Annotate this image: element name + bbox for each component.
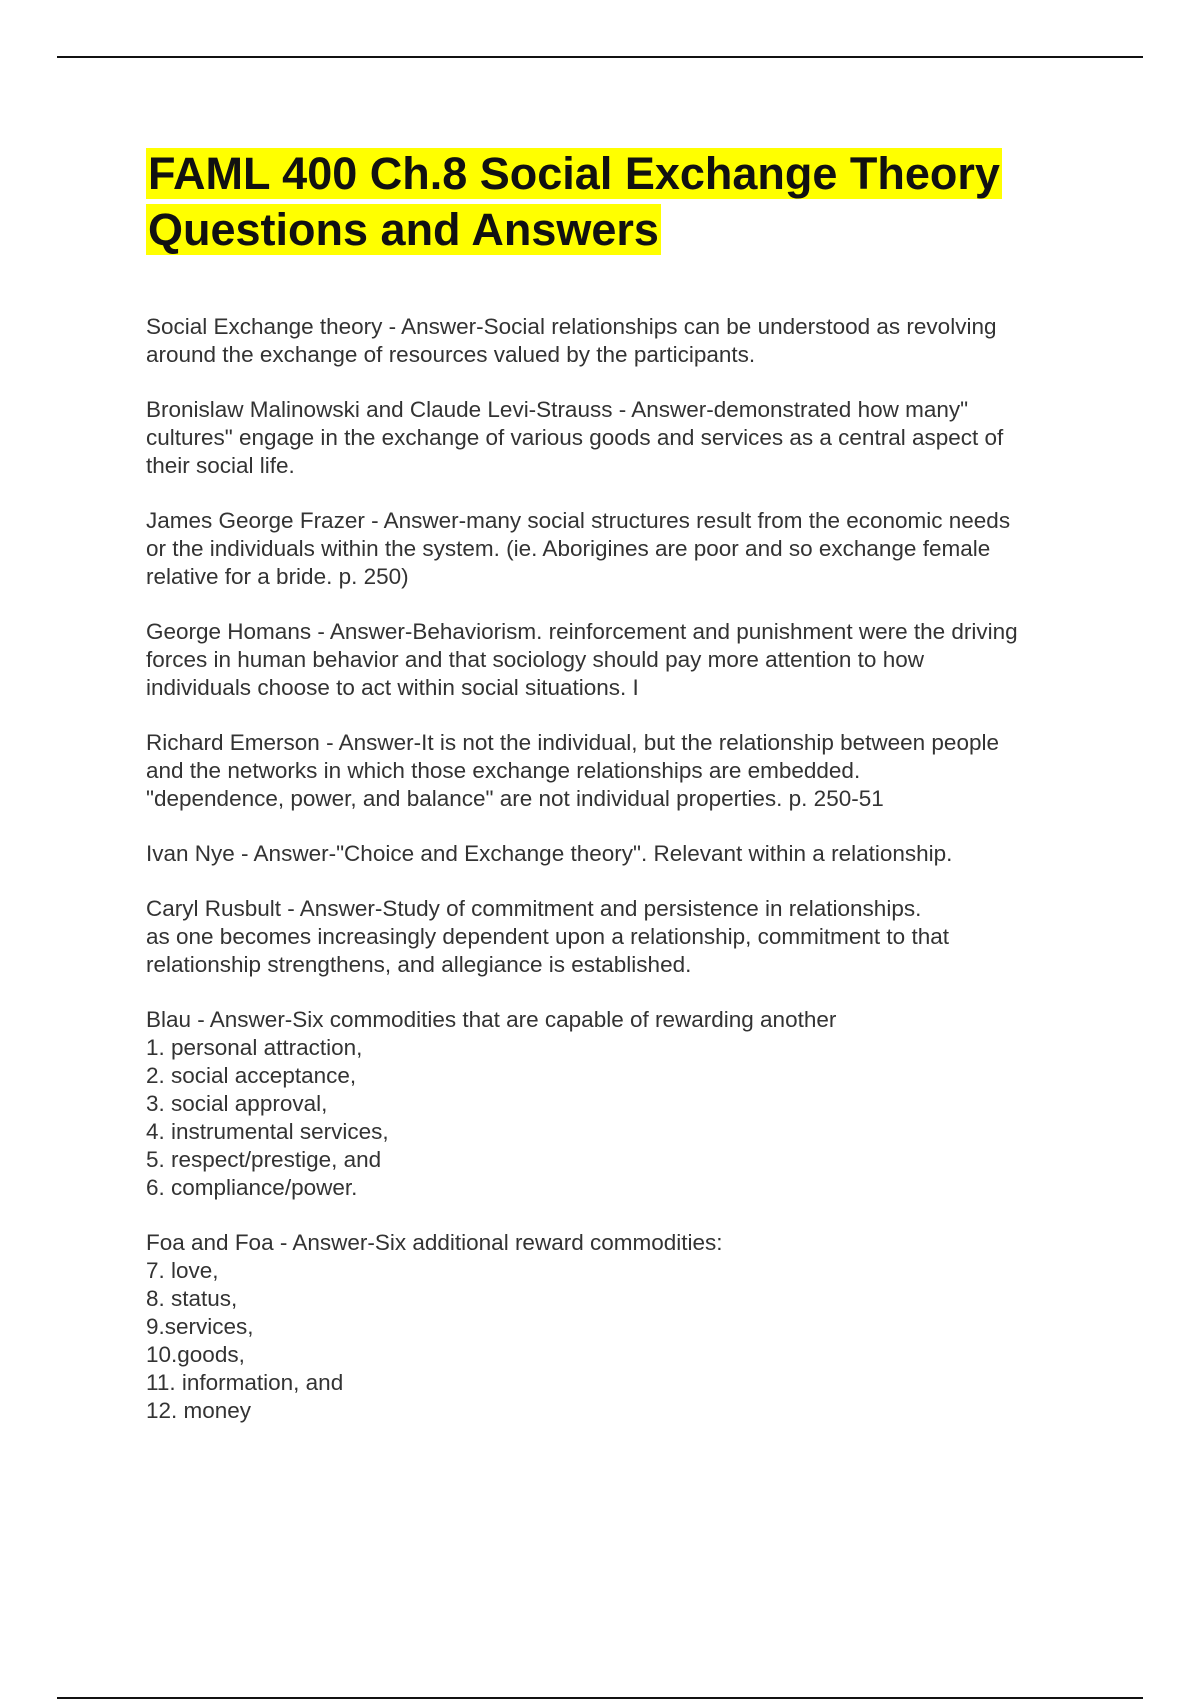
title-line-2: Questions and Answers	[148, 204, 659, 255]
list-item: 11. information, and	[146, 1370, 344, 1395]
qa-entry-nye	[146, 840, 1096, 868]
list-item: 2. social acceptance,	[146, 1063, 357, 1088]
qa-entry-rusbult	[146, 895, 1096, 979]
qa-text: Ivan Nye - Answer-"Choice and Exchange theory". Relevant within a relationship.	[146, 841, 953, 866]
document-body	[146, 146, 1096, 1452]
list-item: 7. love,	[146, 1258, 219, 1283]
list-item: 8. status,	[146, 1286, 238, 1311]
qa-entry-blau	[146, 1006, 1096, 1202]
qa-text: James George Frazer - Answer-many social structures result from the economic needs or the individuals within the system. (ie. Aborigines are poor and so exchange female relative for a bride. p. 250)	[146, 508, 1011, 589]
qa-entry-malinowski-levi-strauss	[146, 396, 1096, 480]
qa-text: Foa and Foa - Answer-Six additional reward commodities: 7. love, 8. status, 9.services, 10.goods, 11. information, and 12. money	[146, 1229, 1096, 1425]
list-item: 9.services,	[146, 1314, 254, 1339]
qa-text: George Homans - Answer-Behaviorism. reinforcement and punishment were the driving forces in human behavior and that sociology should pay more attention to how individuals choose to act within social situations. I	[146, 619, 1018, 700]
qa-entry-emerson	[146, 729, 1096, 813]
qa-entry-homans	[146, 618, 1096, 702]
list-item: 6. compliance/power.	[146, 1175, 358, 1200]
qa-text: Social Exchange theory - Answer-Social relationships can be understood as revolving around the exchange of resources valued by the participants.	[146, 314, 997, 367]
qa-text: Richard Emerson - Answer-It is not the individual, but the relationship between people and the networks in which those exchange relationships are embedded. "dependence, power, and balance" are not individual properties. p. 250-51	[146, 730, 999, 811]
qa-entry-frazer	[146, 507, 1096, 591]
list-item: 12. money	[146, 1398, 252, 1423]
footer-rule	[57, 1697, 1143, 1699]
list-item: 5. respect/prestige, and	[146, 1147, 382, 1172]
qa-entry-foa-and-foa	[146, 1229, 1096, 1425]
document-title	[146, 146, 1096, 258]
list-item: 3. social approval,	[146, 1091, 328, 1116]
qa-text: Blau - Answer-Six commodities that are capable of rewarding another 1. personal attraction, 2. social acceptance, 3. social approval, 4. instrumental services, 5. respect/prestige, and 6. compliance/power.	[146, 1006, 1096, 1202]
header-rule	[57, 56, 1143, 58]
list-item: 1. personal attraction,	[146, 1035, 363, 1060]
qa-entry-social-exchange-theory	[146, 313, 1096, 369]
qa-text: Caryl Rusbult - Answer-Study of commitment and persistence in relationships. as one becomes increasingly dependent upon a relationship, commitment to that relationship strengthens, and allegiance is established.	[146, 896, 949, 977]
list-item: 4. instrumental services,	[146, 1119, 389, 1144]
qa-text: Bronislaw Malinowski and Claude Levi-Strauss - Answer-demonstrated how many" cultures" engage in the exchange of various goods and services as a central aspect of their social life.	[146, 397, 1004, 478]
title-line-1: FAML 400 Ch.8 Social Exchange Theory	[148, 148, 1000, 199]
list-item: 10.goods,	[146, 1342, 245, 1367]
